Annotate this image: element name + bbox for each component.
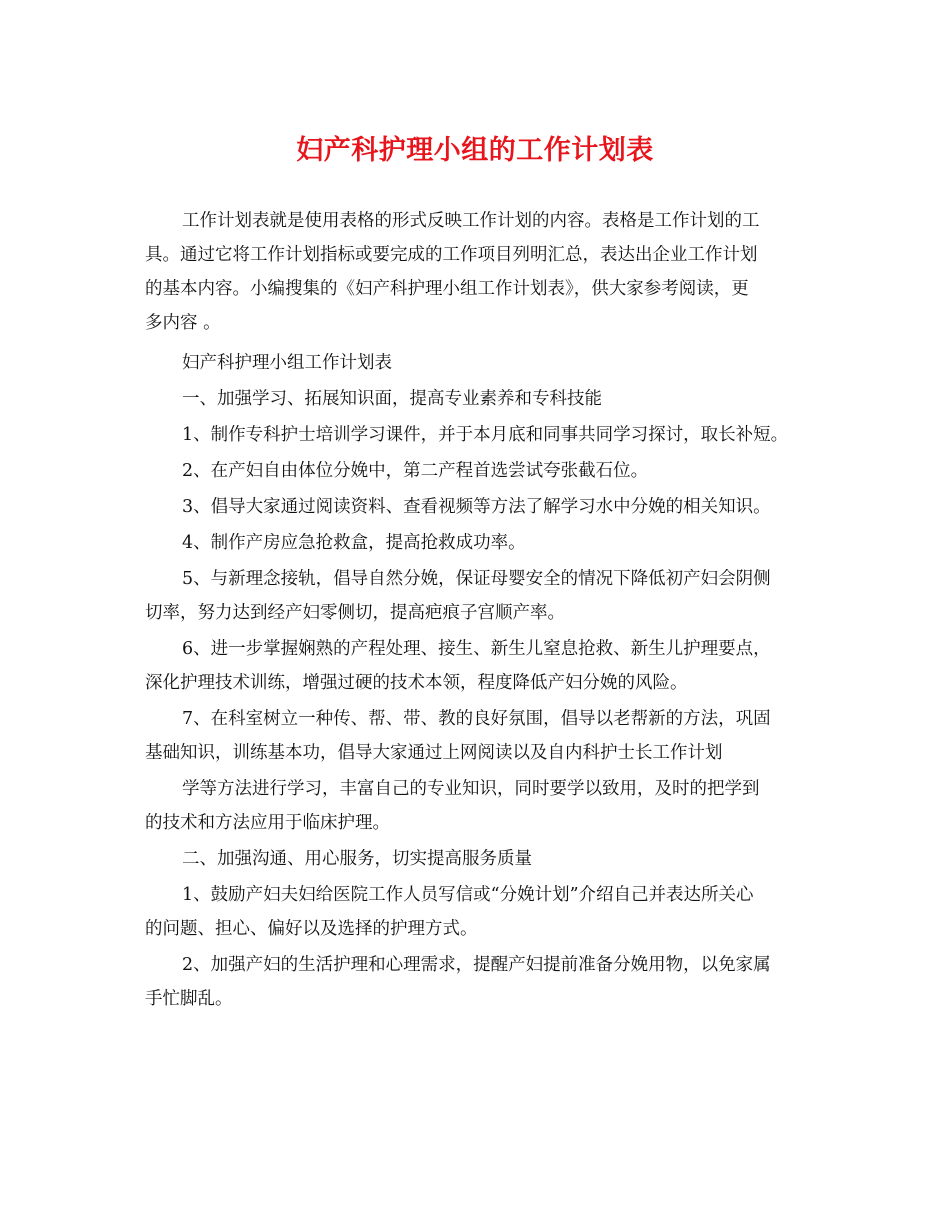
section-heading-1: 一、加强学习、拓展知识面，提高专业素养和专科技能 xyxy=(182,389,602,409)
item-6-line-2: 深化护理技术训练，增强过硬的技术本领，程度降低产妇分娩的风险。 xyxy=(145,673,688,693)
service-item-1-line-1: 1、鼓励产妇夫妇给医院工作人员写信或“分娩计划”介绍自己并表达所关心 xyxy=(182,885,754,905)
item-7-line-4: 的技术和方法应用于临床护理。 xyxy=(145,813,390,833)
item-4-line-1: 4、制作产房应急抢救盒，提高抢救成功率。 xyxy=(182,533,526,553)
service-item-2-line-1: 2、加强产妇的生活护理和心理需求，提醒产妇提前准备分娩用物，以免家属 xyxy=(182,955,771,975)
subtitle-line: 妇产科护理小组工作计划表 xyxy=(182,353,392,373)
intro-line-3: 的基本内容。小编搜集的《妇产科护理小组工作计划表》，供大家参考阅读，更 xyxy=(145,279,749,299)
intro-line-4: 多内容 。 xyxy=(145,313,221,333)
service-item-2-line-2: 手忙脚乱。 xyxy=(145,989,233,1009)
document-title: 妇产科护理小组的工作计划表 xyxy=(296,135,654,166)
service-item-1-line-2: 的问题、担心、偏好以及选择的护理方式。 xyxy=(145,919,478,939)
item-3-line-1: 3、倡导大家通过阅读资料、查看视频等方法了解学习水中分娩的相关知识。 xyxy=(182,497,771,517)
item-5-line-1: 5、与新理念接轨，倡导自然分娩，保证母婴安全的情况下降低初产妇会阴侧 xyxy=(182,569,771,589)
item-1-line-1: 1、制作专科护士培训学习课件，并于本月底和同事共同学习探讨，取长补短。 xyxy=(182,425,789,445)
intro-line-2: 具。通过它将工作计划指标或要完成的工作项目列明汇总，表达出企业工作计划 xyxy=(145,245,758,265)
item-6-line-1: 6、进一步掌握娴熟的产程处理、接生、新生儿窒息抢救、新生儿护理要点， xyxy=(182,639,771,659)
item-7-line-1: 7、在科室树立一种传、帮、带、教的良好氛围，倡导以老帮新的方法，巩固 xyxy=(182,709,771,729)
intro-line-1: 工作计划表就是使用表格的形式反映工作计划的内容。表格是工作计划的工 xyxy=(182,211,760,231)
item-5-line-2: 切率，努力达到经产妇零侧切，提高疤痕子宫顺产率。 xyxy=(145,603,565,623)
item-2-line-1: 2、在产妇自由体位分娩中，第二产程首选尝试夸张截石位。 xyxy=(182,461,649,481)
item-7-line-3: 学等方法进行学习，丰富自己的专业知识，同时要学以致用，及时的把学到 xyxy=(182,779,760,799)
section-heading-2: 二、加强沟通、用心服务，切实提高服务质量 xyxy=(182,849,532,869)
item-7-line-2: 基础知识，训练基本功，倡导大家通过上网阅读以及自内科护士长工作计划 xyxy=(145,743,723,763)
